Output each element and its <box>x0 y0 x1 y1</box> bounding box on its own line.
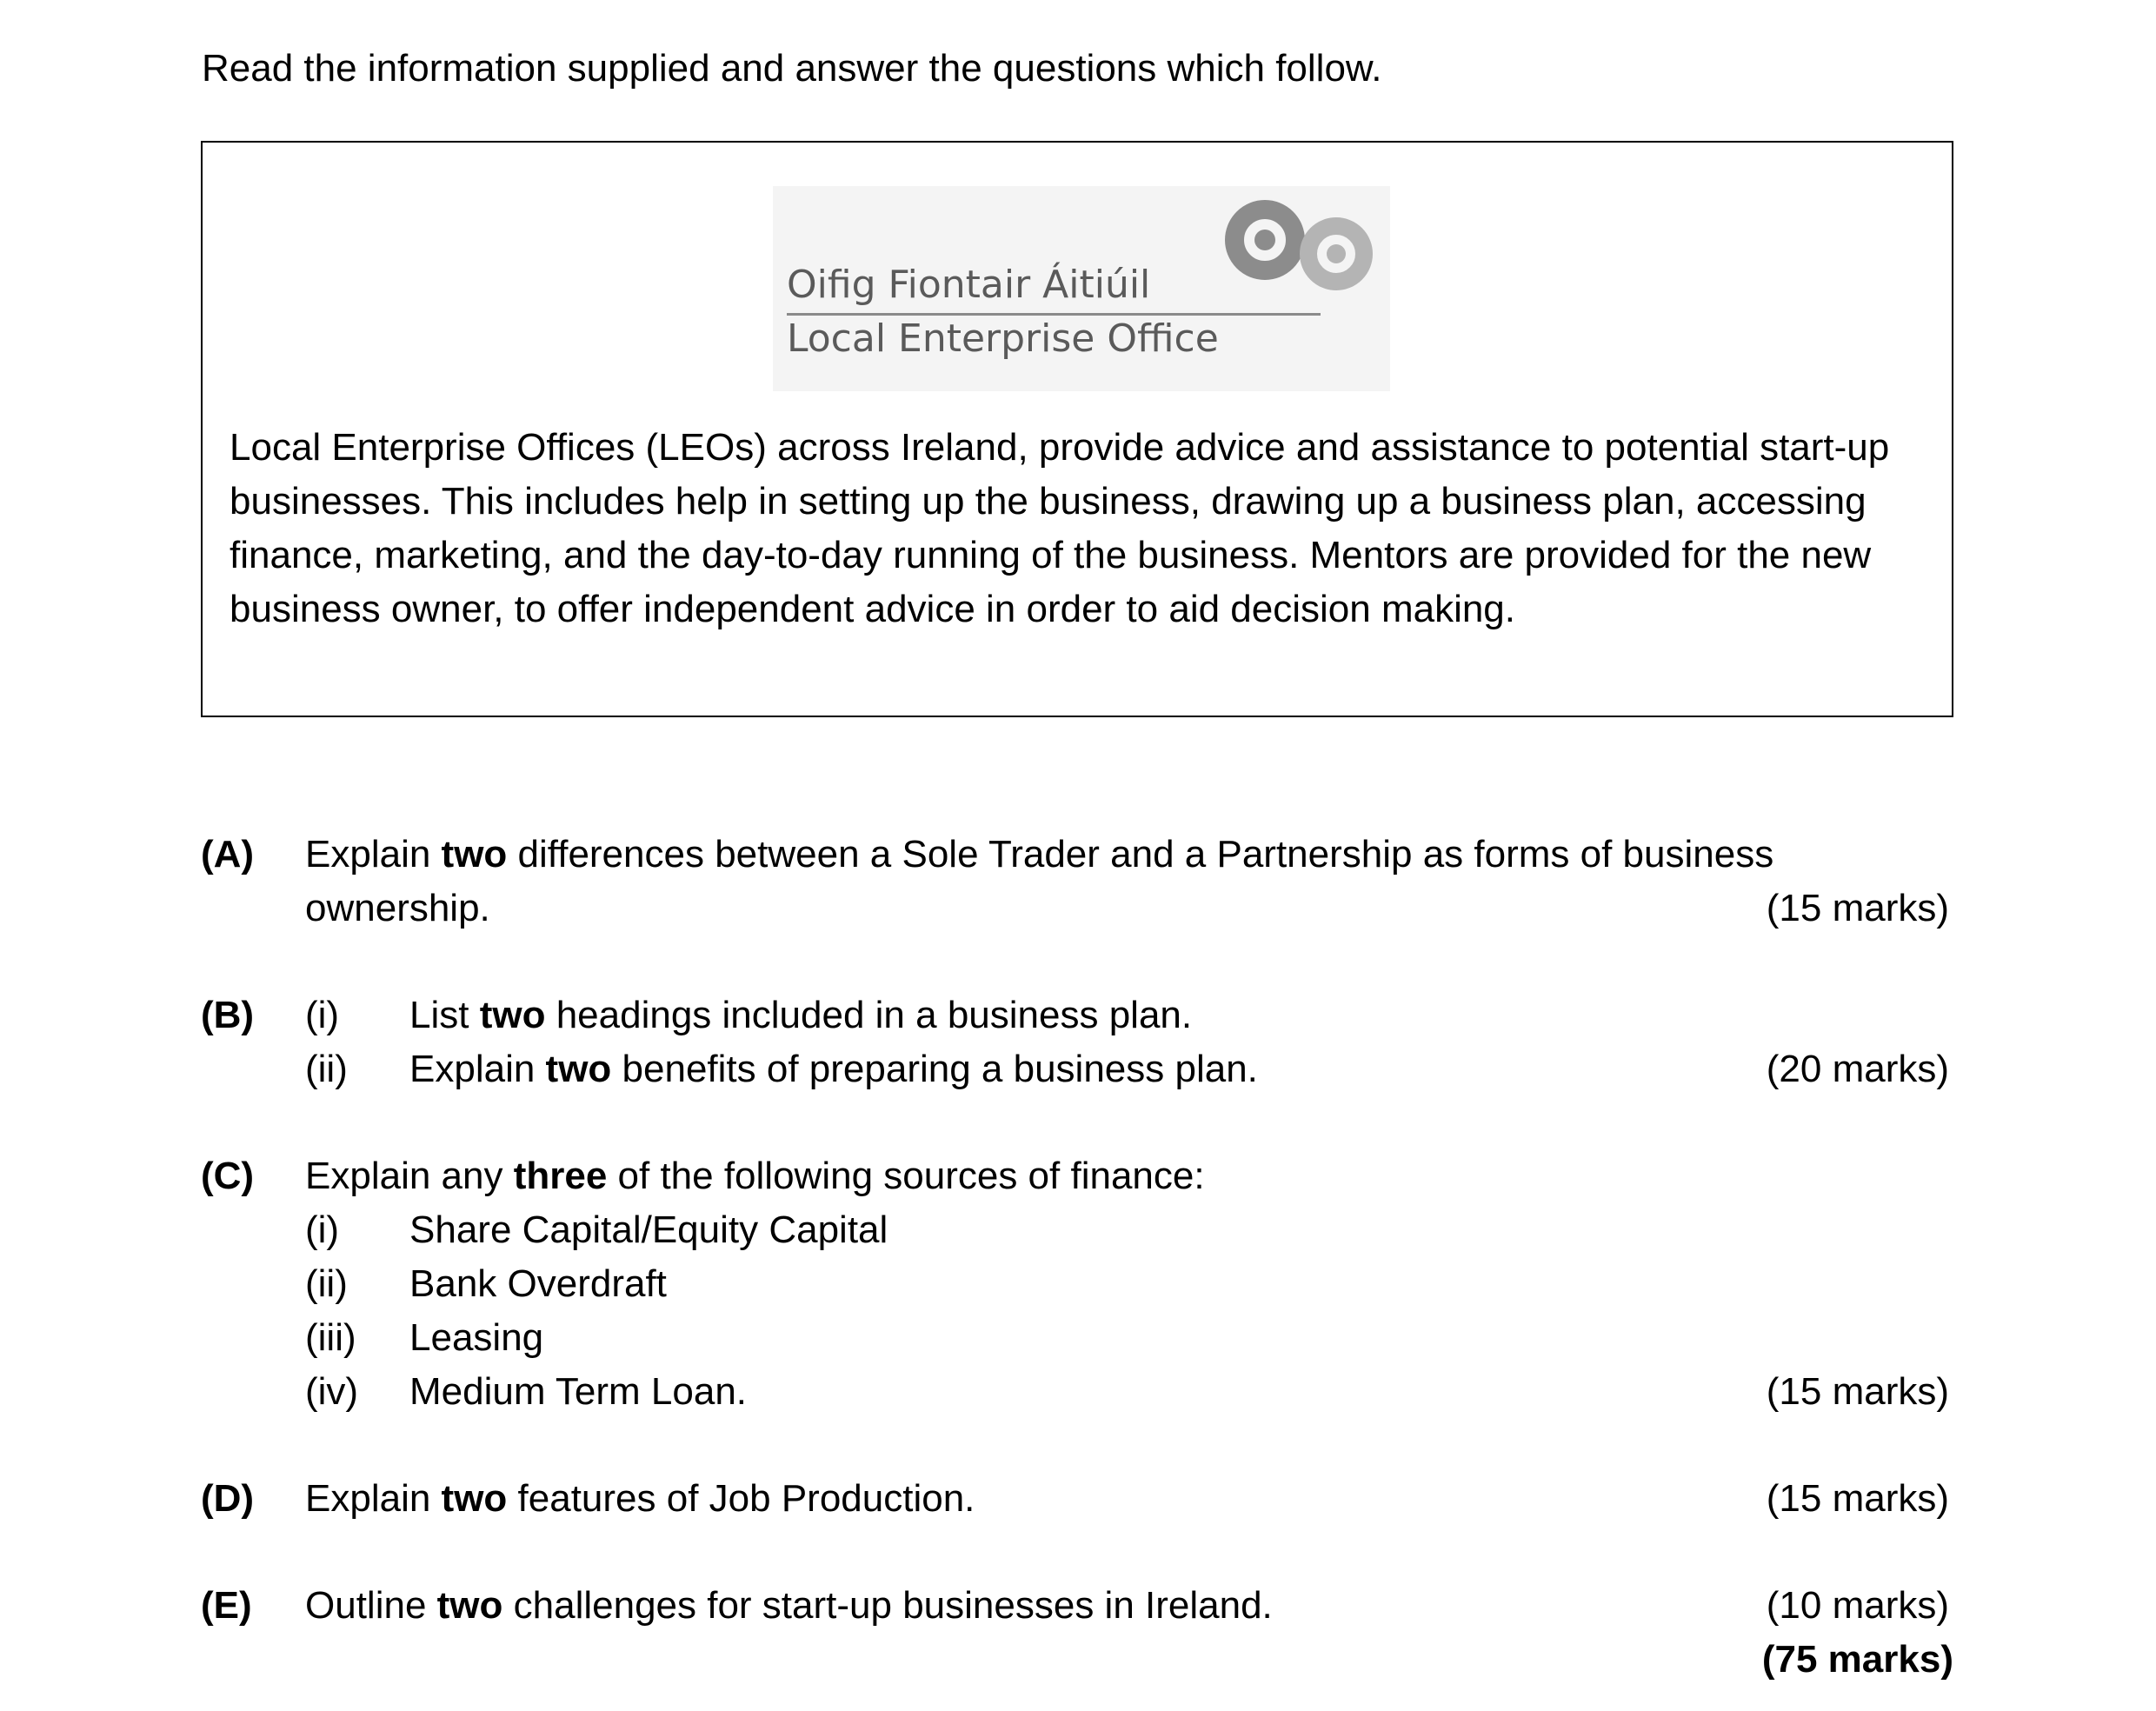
marks-label: (15 marks) <box>1766 1370 1949 1413</box>
question-text: Explain two differences between a Sole Trader and a Partnership as forms of business <box>305 833 1774 875</box>
marks-label: (10 marks) <box>1766 1584 1949 1627</box>
list-item-text: Leasing <box>409 1316 544 1359</box>
question-text: Explain two features of Job Production. <box>305 1477 975 1520</box>
sub-question-number: (ii) <box>305 1048 348 1090</box>
instructions: Read the information supplied and answer the questions which follow. <box>202 47 1382 90</box>
question-letter: (B) <box>201 994 255 1036</box>
list-item-number: (iii) <box>305 1316 356 1359</box>
info-box <box>201 141 1953 717</box>
question-letter: (C) <box>201 1155 255 1197</box>
list-item-number: (ii) <box>305 1262 348 1305</box>
total-marks: (75 marks) <box>1761 1638 1953 1681</box>
leo-logo <box>773 186 1390 391</box>
question-text-continued: ownership. <box>305 887 490 929</box>
list-item-number: (i) <box>305 1208 340 1251</box>
marks-label: (15 marks) <box>1766 1477 1949 1520</box>
marks-label: (15 marks) <box>1766 887 1949 929</box>
question-letter: (E) <box>201 1584 252 1627</box>
list-item-text: Bank Overdraft <box>409 1262 667 1305</box>
marks-label: (20 marks) <box>1766 1048 1949 1090</box>
question-text: Outline two challenges for start-up businesses in Ireland. <box>305 1584 1273 1627</box>
list-item-number: (iv) <box>305 1370 359 1413</box>
question-text: Explain any three of the following sources of finance: <box>305 1155 1205 1197</box>
info-paragraph: Local Enterprise Offices (LEOs) across Ireland, provide advice and assistance to potential start-up businesses. This includes help in setting up the business, drawing up a business plan, accessing finance, marketing, and the day-to-day running of the business. Mentors are provided for the new business owner, to offer independent advice in order to aid decision making. <box>230 426 1890 630</box>
sub-question-text: Explain two benefits of preparing a business plan. <box>409 1048 1258 1090</box>
list-item-text: Share Capital/Equity Capital <box>409 1208 888 1251</box>
list-item-text: Medium Term Loan. <box>409 1370 748 1413</box>
sub-question-text: List two headings included in a business plan. <box>409 994 1193 1036</box>
question-letter: (A) <box>201 833 255 875</box>
logo-divider <box>787 313 1321 316</box>
logo-text-irish: Oifig Fiontair Áitiúil <box>787 263 1151 307</box>
sub-question-number: (i) <box>305 994 340 1036</box>
logo-text-english: Local Enterprise Office <box>787 316 1219 361</box>
question-letter: (D) <box>201 1477 255 1520</box>
